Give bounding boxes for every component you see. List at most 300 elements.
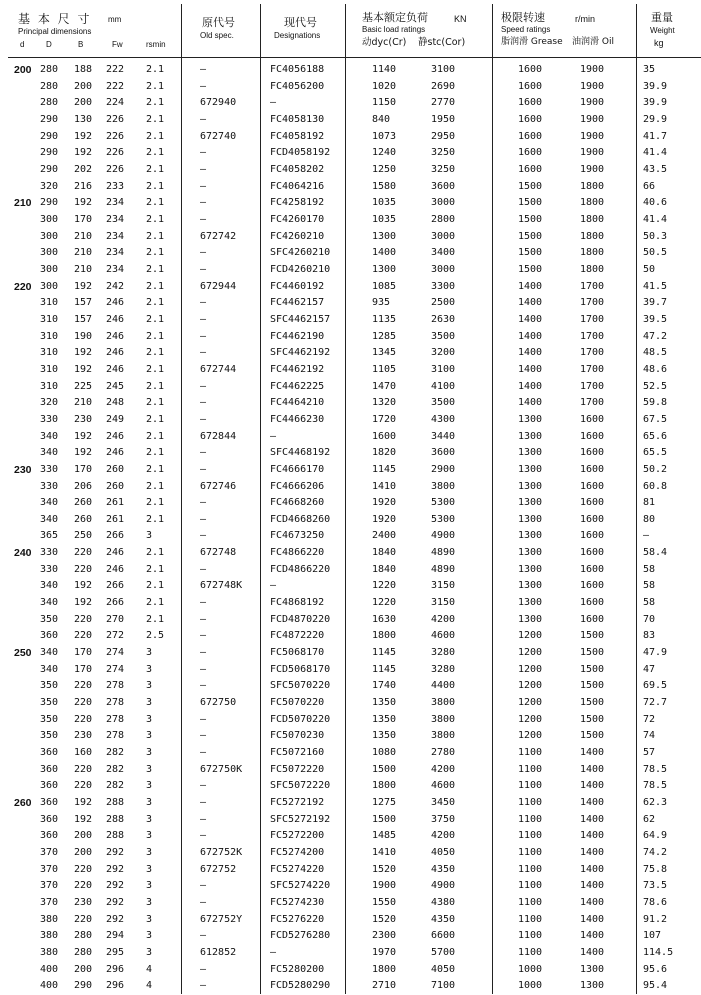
oil-speed-cell: 1700 bbox=[580, 313, 605, 325]
chamfer-cell: 2.1 bbox=[146, 313, 165, 325]
old-spec-cell: – bbox=[200, 330, 207, 342]
raceway-diameter-cell: 222 bbox=[106, 64, 125, 75]
raceway-diameter-cell: 282 bbox=[106, 780, 125, 792]
col-B-header: B bbox=[78, 40, 84, 49]
designation-cell: – bbox=[270, 580, 277, 592]
width-cell: 170 bbox=[74, 663, 93, 675]
table-row bbox=[0, 379, 701, 396]
grease-speed-cell: 1400 bbox=[518, 330, 543, 342]
raceway-diameter-cell: 274 bbox=[106, 663, 125, 675]
raceway-diameter-cell: 224 bbox=[106, 97, 125, 109]
weight-cell: 80 bbox=[643, 513, 656, 525]
static-load-cell: 3750 bbox=[431, 813, 456, 825]
outer-diameter-cell: 300 bbox=[40, 213, 59, 225]
grease-speed-cell: 1100 bbox=[518, 863, 543, 875]
outer-diameter-cell: 290 bbox=[40, 147, 59, 159]
outer-diameter-cell: 365 bbox=[40, 530, 59, 542]
outer-diameter-cell: 350 bbox=[40, 730, 59, 742]
outer-diameter-cell: 370 bbox=[40, 863, 59, 875]
grease-speed-cell: 1300 bbox=[518, 463, 543, 475]
dynamic-load-cell: 1720 bbox=[372, 413, 397, 425]
dynamic-load-cell: 2300 bbox=[372, 930, 397, 942]
grease-speed-cell: 1100 bbox=[518, 913, 543, 925]
outer-diameter-cell: 330 bbox=[40, 413, 59, 425]
outer-diameter-cell: 290 bbox=[40, 113, 59, 125]
dynamic-load-cell: 935 bbox=[372, 297, 391, 309]
width-cell: 170 bbox=[74, 647, 93, 659]
oil-speed-cell: 1600 bbox=[580, 613, 605, 625]
static-load-cell: 3600 bbox=[431, 180, 456, 192]
weight-cell: 39.9 bbox=[643, 80, 668, 92]
width-cell: 190 bbox=[74, 330, 93, 342]
oil-speed-cell: 1900 bbox=[580, 147, 605, 159]
weight-cell: 62.3 bbox=[643, 797, 668, 809]
raceway-diameter-cell: 260 bbox=[106, 480, 125, 492]
designation-cell: FC4258192 bbox=[270, 197, 325, 209]
old-spec-cell: – bbox=[200, 747, 207, 759]
old-spec-cell: – bbox=[200, 530, 207, 542]
chamfer-cell: 2.1 bbox=[146, 413, 165, 425]
designation-cell: FC5274200 bbox=[270, 847, 325, 859]
bore-diameter-cell: 230 bbox=[14, 463, 32, 476]
dynamic-load-cell: 1250 bbox=[372, 163, 397, 175]
table-row bbox=[0, 795, 701, 812]
old-spec-cell: – bbox=[200, 380, 207, 392]
oil-speed-cell: 1400 bbox=[580, 797, 605, 809]
designation-cell: FC5070220 bbox=[270, 697, 325, 709]
designation-cell: FC4260210 bbox=[270, 230, 325, 242]
oil-speed-cell: 1600 bbox=[580, 563, 605, 575]
outer-diameter-cell: 340 bbox=[40, 580, 59, 592]
static-load-cell: 3280 bbox=[431, 647, 456, 659]
designation-cell: FCD5068170 bbox=[270, 663, 331, 675]
width-cell: 200 bbox=[74, 847, 93, 859]
old-spec-cell: – bbox=[200, 213, 207, 225]
oil-speed-cell: 1300 bbox=[580, 980, 605, 992]
static-load-cell: 3000 bbox=[431, 263, 456, 275]
static-load-cell: 2690 bbox=[431, 80, 456, 92]
dynamic-load-cell: 1800 bbox=[372, 963, 397, 975]
width-cell: 200 bbox=[74, 97, 93, 109]
dynamic-load-cell: 1740 bbox=[372, 680, 397, 692]
raceway-diameter-cell: 246 bbox=[106, 347, 125, 359]
dynamic-load-cell: 1150 bbox=[372, 97, 397, 109]
outer-diameter-cell: 310 bbox=[40, 347, 59, 359]
weight-cell: 50.5 bbox=[643, 247, 668, 259]
dynamic-load-cell: 1105 bbox=[372, 363, 397, 375]
raceway-diameter-cell: 246 bbox=[106, 297, 125, 309]
width-cell: 202 bbox=[74, 163, 93, 175]
table-row bbox=[0, 628, 701, 645]
raceway-diameter-cell: 274 bbox=[106, 647, 125, 659]
weight-cell: 65.5 bbox=[643, 447, 668, 459]
dynamic-load-cell: 1220 bbox=[372, 597, 397, 609]
static-load-cell: 4900 bbox=[431, 880, 456, 892]
width-cell: 170 bbox=[74, 463, 93, 475]
dynamic-load-cell: 1145 bbox=[372, 663, 397, 675]
designation-cell: – bbox=[270, 946, 277, 958]
static-load-cell: 4890 bbox=[431, 547, 456, 559]
chamfer-cell: 2.1 bbox=[146, 363, 165, 375]
old-spec-cell: – bbox=[200, 397, 207, 409]
outer-diameter-cell: 370 bbox=[40, 880, 59, 892]
static-load-cell: 4200 bbox=[431, 763, 456, 775]
designation-cell: FCD4870220 bbox=[270, 613, 331, 625]
weight-cell: 29.9 bbox=[643, 113, 668, 125]
static-load-cell: 4200 bbox=[431, 830, 456, 842]
weight-cell: 66 bbox=[643, 180, 656, 192]
width-cell: 220 bbox=[74, 613, 93, 625]
static-load-cell: 4050 bbox=[431, 963, 456, 975]
raceway-diameter-cell: 266 bbox=[106, 530, 125, 542]
weight-cell: 48.6 bbox=[643, 363, 668, 375]
table-row bbox=[0, 262, 701, 279]
static-load-cell: 4350 bbox=[431, 863, 456, 875]
raceway-diameter-cell: 261 bbox=[106, 497, 125, 509]
weight-cell: 59.8 bbox=[643, 397, 668, 409]
weight-cell: 72.7 bbox=[643, 697, 668, 709]
raceway-diameter-cell: 246 bbox=[106, 563, 125, 575]
table-row bbox=[0, 895, 701, 912]
raceway-diameter-cell: 294 bbox=[106, 930, 125, 942]
bore-diameter-cell: 260 bbox=[14, 797, 32, 810]
dynamic-load-cell: 1140 bbox=[372, 64, 397, 75]
chamfer-cell: 3 bbox=[146, 897, 153, 908]
dynamic-load-cell: 1970 bbox=[372, 946, 397, 958]
raceway-diameter-cell: 292 bbox=[106, 913, 125, 925]
static-load-cell: 3000 bbox=[431, 230, 456, 242]
outer-diameter-cell: 280 bbox=[40, 80, 59, 92]
static-load-cell: 3800 bbox=[431, 713, 456, 725]
grease-speed-cell: 1200 bbox=[518, 730, 543, 742]
oil-speed-cell: 1700 bbox=[580, 347, 605, 359]
chamfer-cell: 2.1 bbox=[146, 547, 165, 559]
bore-diameter-cell: 250 bbox=[14, 647, 32, 660]
width-cell: 192 bbox=[74, 430, 93, 442]
dynamic-load-cell: 1135 bbox=[372, 313, 397, 325]
static-load-cell: 3440 bbox=[431, 430, 456, 442]
raceway-diameter-cell: 266 bbox=[106, 597, 125, 609]
raceway-diameter-cell: 278 bbox=[106, 730, 125, 742]
static-load-cell: 3800 bbox=[431, 730, 456, 742]
static-load-cell: 3800 bbox=[431, 697, 456, 709]
old-spec-cell: – bbox=[200, 313, 207, 325]
table-row bbox=[0, 79, 701, 96]
oil-speed-cell: 1400 bbox=[580, 847, 605, 859]
outer-diameter-cell: 340 bbox=[40, 430, 59, 442]
weight-cell: 47.2 bbox=[643, 330, 668, 342]
grease-speed-cell: 1100 bbox=[518, 830, 543, 842]
grease-speed-cell: 1100 bbox=[518, 797, 543, 809]
table-row bbox=[0, 462, 701, 479]
oil-speed-cell: 1800 bbox=[580, 263, 605, 275]
oil-speed-cell: 1900 bbox=[580, 80, 605, 92]
weight-cell: 65.6 bbox=[643, 430, 668, 442]
dynamic-load-cell: 1240 bbox=[372, 147, 397, 159]
width-cell: 220 bbox=[74, 713, 93, 725]
table-row bbox=[0, 179, 701, 196]
raceway-diameter-cell: 278 bbox=[106, 680, 125, 692]
grease-speed-cell: 1000 bbox=[518, 963, 543, 975]
chamfer-cell: 2.1 bbox=[146, 213, 165, 225]
old-spec-cell: – bbox=[200, 347, 207, 359]
dynamic-load-cell: 1350 bbox=[372, 713, 397, 725]
speed-ratings-subtitle: Speed ratings bbox=[501, 25, 551, 34]
designation-cell: FCD4668260 bbox=[270, 513, 331, 525]
oil-speed-cell: 1300 bbox=[580, 963, 605, 975]
outer-diameter-cell: 330 bbox=[40, 547, 59, 559]
designation-cell: FC4260170 bbox=[270, 213, 325, 225]
width-cell: 210 bbox=[74, 397, 93, 409]
dynamic-load-cell: 1840 bbox=[372, 563, 397, 575]
outer-diameter-cell: 340 bbox=[40, 597, 59, 609]
designation-cell: FCD4260210 bbox=[270, 263, 331, 275]
outer-diameter-cell: 380 bbox=[40, 946, 59, 958]
chamfer-cell: 2.1 bbox=[146, 180, 165, 192]
chamfer-cell: 3 bbox=[146, 647, 153, 659]
bore-diameter-cell: 200 bbox=[14, 64, 32, 76]
weight-cell: 39.5 bbox=[643, 313, 668, 325]
designation-title: 现代号 bbox=[284, 16, 317, 29]
raceway-diameter-cell: 246 bbox=[106, 430, 125, 442]
oil-speed-cell: 1700 bbox=[580, 363, 605, 375]
static-load-cell: 3150 bbox=[431, 597, 456, 609]
weight-cell: 41.4 bbox=[643, 147, 668, 159]
outer-diameter-cell: 360 bbox=[40, 630, 59, 642]
static-load-cell: 2950 bbox=[431, 130, 456, 142]
dynamic-load-cell: 1800 bbox=[372, 780, 397, 792]
table-row bbox=[0, 695, 701, 712]
oil-speed-cell: 1600 bbox=[580, 430, 605, 442]
table-row bbox=[0, 945, 701, 962]
width-cell: 210 bbox=[74, 247, 93, 259]
width-cell: 192 bbox=[74, 447, 93, 459]
dynamic-load-cell: 1020 bbox=[372, 80, 397, 92]
old-spec-cell: – bbox=[200, 963, 207, 975]
grease-speed-cell: 1500 bbox=[518, 263, 543, 275]
dynamic-load-cell: 1900 bbox=[372, 880, 397, 892]
oil-speed-cell: 1600 bbox=[580, 530, 605, 542]
raceway-diameter-cell: 248 bbox=[106, 397, 125, 409]
table-row bbox=[0, 912, 701, 929]
static-load-cell: 5300 bbox=[431, 497, 456, 509]
width-cell: 130 bbox=[74, 113, 93, 125]
outer-diameter-cell: 360 bbox=[40, 813, 59, 825]
weight-cell: 43.5 bbox=[643, 163, 668, 175]
weight-cell: 60.8 bbox=[643, 480, 668, 492]
width-cell: 230 bbox=[74, 413, 93, 425]
weight-cell: 91.2 bbox=[643, 913, 668, 925]
dynamic-load-cell: 1300 bbox=[372, 263, 397, 275]
grease-speed-cell: 1400 bbox=[518, 363, 543, 375]
outer-diameter-cell: 380 bbox=[40, 913, 59, 925]
table-row bbox=[0, 812, 701, 829]
outer-diameter-cell: 340 bbox=[40, 663, 59, 675]
old-spec-cell: – bbox=[200, 64, 207, 75]
outer-diameter-cell: 310 bbox=[40, 313, 59, 325]
raceway-diameter-cell: 226 bbox=[106, 113, 125, 125]
weight-cell: 67.5 bbox=[643, 413, 668, 425]
col-d-header: d bbox=[20, 40, 25, 49]
width-cell: 192 bbox=[74, 580, 93, 592]
designation-cell: SFC5072220 bbox=[270, 780, 331, 792]
weight-cell: 50 bbox=[643, 263, 656, 275]
dynamic-load-cell: 1550 bbox=[372, 897, 397, 908]
grease-speed-cell: 1200 bbox=[518, 663, 543, 675]
oil-speed-cell: 1400 bbox=[580, 930, 605, 942]
designation-cell: SFC4260210 bbox=[270, 247, 331, 259]
chamfer-cell: 3 bbox=[146, 680, 153, 692]
chamfer-cell: 2.1 bbox=[146, 163, 165, 175]
static-load-cell: 4400 bbox=[431, 680, 456, 692]
designation-cell: FC4462192 bbox=[270, 363, 325, 375]
static-load-cell: 5700 bbox=[431, 946, 456, 958]
outer-diameter-cell: 280 bbox=[40, 97, 59, 109]
old-spec-subtitle: Old spec. bbox=[200, 31, 234, 40]
designation-cell: SFC4462157 bbox=[270, 313, 331, 325]
chamfer-cell: 2.1 bbox=[146, 247, 165, 259]
width-cell: 280 bbox=[74, 946, 93, 958]
raceway-diameter-cell: 246 bbox=[106, 330, 125, 342]
raceway-diameter-cell: 246 bbox=[106, 547, 125, 559]
raceway-diameter-cell: 226 bbox=[106, 130, 125, 142]
static-load-cell: 3100 bbox=[431, 64, 456, 75]
raceway-diameter-cell: 234 bbox=[106, 230, 125, 242]
width-cell: 220 bbox=[74, 913, 93, 925]
grease-speed-cell: 1100 bbox=[518, 897, 543, 908]
outer-diameter-cell: 400 bbox=[40, 963, 59, 975]
static-load-cell: 3500 bbox=[431, 330, 456, 342]
weight-cell: 47.9 bbox=[643, 647, 668, 659]
chamfer-cell: 2.1 bbox=[146, 563, 165, 575]
old-spec-cell: – bbox=[200, 297, 207, 309]
designation-cell: FC4462225 bbox=[270, 380, 325, 392]
outer-diameter-cell: 280 bbox=[40, 64, 59, 75]
designation-cell: FC4056200 bbox=[270, 80, 325, 92]
oil-speed-cell: 1600 bbox=[580, 413, 605, 425]
old-spec-cell: 672746 bbox=[200, 480, 237, 492]
raceway-diameter-cell: 270 bbox=[106, 613, 125, 625]
chamfer-cell: 2.1 bbox=[146, 497, 165, 509]
old-spec-cell: 672844 bbox=[200, 430, 237, 442]
oil-speed-cell: 1400 bbox=[580, 913, 605, 925]
chamfer-cell: 2.1 bbox=[146, 197, 165, 209]
old-spec-cell: – bbox=[200, 813, 207, 825]
grease-speed-header: 脂润滑 Grease bbox=[501, 37, 563, 47]
width-cell: 220 bbox=[74, 563, 93, 575]
col-Fw-header: Fw bbox=[112, 40, 123, 49]
chamfer-cell: 3 bbox=[146, 730, 153, 742]
oil-speed-cell: 1500 bbox=[580, 630, 605, 642]
old-spec-cell: 612852 bbox=[200, 946, 237, 958]
old-spec-cell: 672742 bbox=[200, 230, 237, 242]
grease-speed-cell: 1500 bbox=[518, 247, 543, 259]
grease-speed-cell: 1100 bbox=[518, 946, 543, 958]
designation-cell: FCD5276280 bbox=[270, 930, 331, 942]
grease-speed-cell: 1300 bbox=[518, 563, 543, 575]
designation-cell: – bbox=[270, 97, 277, 109]
outer-diameter-cell: 380 bbox=[40, 930, 59, 942]
dynamic-load-cell: 1520 bbox=[372, 863, 397, 875]
chamfer-cell: 3 bbox=[146, 663, 153, 675]
raceway-diameter-cell: 245 bbox=[106, 380, 125, 392]
table-row bbox=[0, 578, 701, 595]
chamfer-cell: 2.1 bbox=[146, 513, 165, 525]
designation-cell: SFC5274220 bbox=[270, 880, 331, 892]
static-load-cell: 2500 bbox=[431, 297, 456, 309]
static-load-cell: 4890 bbox=[431, 563, 456, 575]
outer-diameter-cell: 300 bbox=[40, 263, 59, 275]
table-row bbox=[0, 512, 701, 529]
dynamic-load-cell: 1035 bbox=[372, 197, 397, 209]
dynamic-load-cell: 1035 bbox=[372, 213, 397, 225]
width-cell: 260 bbox=[74, 497, 93, 509]
dynamic-load-cell: 2400 bbox=[372, 530, 397, 542]
grease-speed-cell: 1300 bbox=[518, 547, 543, 559]
grease-speed-cell: 1400 bbox=[518, 380, 543, 392]
raceway-diameter-cell: 288 bbox=[106, 813, 125, 825]
dynamic-load-cell: 1080 bbox=[372, 747, 397, 759]
designation-cell: FC4464210 bbox=[270, 397, 325, 409]
table-row bbox=[0, 728, 701, 745]
weight-cell: 57 bbox=[643, 747, 656, 759]
width-cell: 200 bbox=[74, 80, 93, 92]
weight-cell: 48.5 bbox=[643, 347, 668, 359]
width-cell: 170 bbox=[74, 213, 93, 225]
table-row bbox=[0, 95, 701, 112]
designation-cell: FC5276220 bbox=[270, 913, 325, 925]
outer-diameter-cell: 310 bbox=[40, 380, 59, 392]
width-cell: 200 bbox=[74, 963, 93, 975]
dynamic-load-cell: 1470 bbox=[372, 380, 397, 392]
oil-speed-cell: 1500 bbox=[580, 697, 605, 709]
outer-diameter-cell: 360 bbox=[40, 797, 59, 809]
width-cell: 220 bbox=[74, 697, 93, 709]
grease-speed-cell: 1200 bbox=[518, 647, 543, 659]
grease-speed-cell: 1300 bbox=[518, 430, 543, 442]
table-row bbox=[0, 229, 701, 246]
width-cell: 220 bbox=[74, 630, 93, 642]
table-row bbox=[0, 62, 701, 79]
table-row bbox=[0, 412, 701, 429]
table-row bbox=[0, 545, 701, 562]
outer-diameter-cell: 300 bbox=[40, 280, 59, 292]
oil-speed-cell: 1700 bbox=[580, 380, 605, 392]
chamfer-cell: 2.1 bbox=[146, 347, 165, 359]
old-spec-cell: – bbox=[200, 513, 207, 525]
chamfer-cell: 2.5 bbox=[146, 630, 165, 642]
dynamic-load-cell: 1285 bbox=[372, 330, 397, 342]
static-load-cell: 3800 bbox=[431, 480, 456, 492]
grease-speed-cell: 1600 bbox=[518, 80, 543, 92]
old-spec-cell: 672752Y bbox=[200, 913, 243, 925]
old-spec-cell: – bbox=[200, 830, 207, 842]
width-cell: 192 bbox=[74, 347, 93, 359]
designation-cell: FCD4058192 bbox=[270, 147, 331, 159]
grease-speed-cell: 1300 bbox=[518, 580, 543, 592]
width-cell: 192 bbox=[74, 280, 93, 292]
oil-speed-cell: 1600 bbox=[580, 497, 605, 509]
static-load-cell: 2900 bbox=[431, 463, 456, 475]
dynamic-load-cell: 1085 bbox=[372, 280, 397, 292]
oil-speed-cell: 1400 bbox=[580, 780, 605, 792]
static-load-cell: 6600 bbox=[431, 930, 456, 942]
header-divider bbox=[8, 57, 701, 58]
weight-cell: 41.7 bbox=[643, 130, 668, 142]
table-row bbox=[0, 762, 701, 779]
oil-speed-cell: 1900 bbox=[580, 64, 605, 75]
oil-speed-cell: 1600 bbox=[580, 580, 605, 592]
